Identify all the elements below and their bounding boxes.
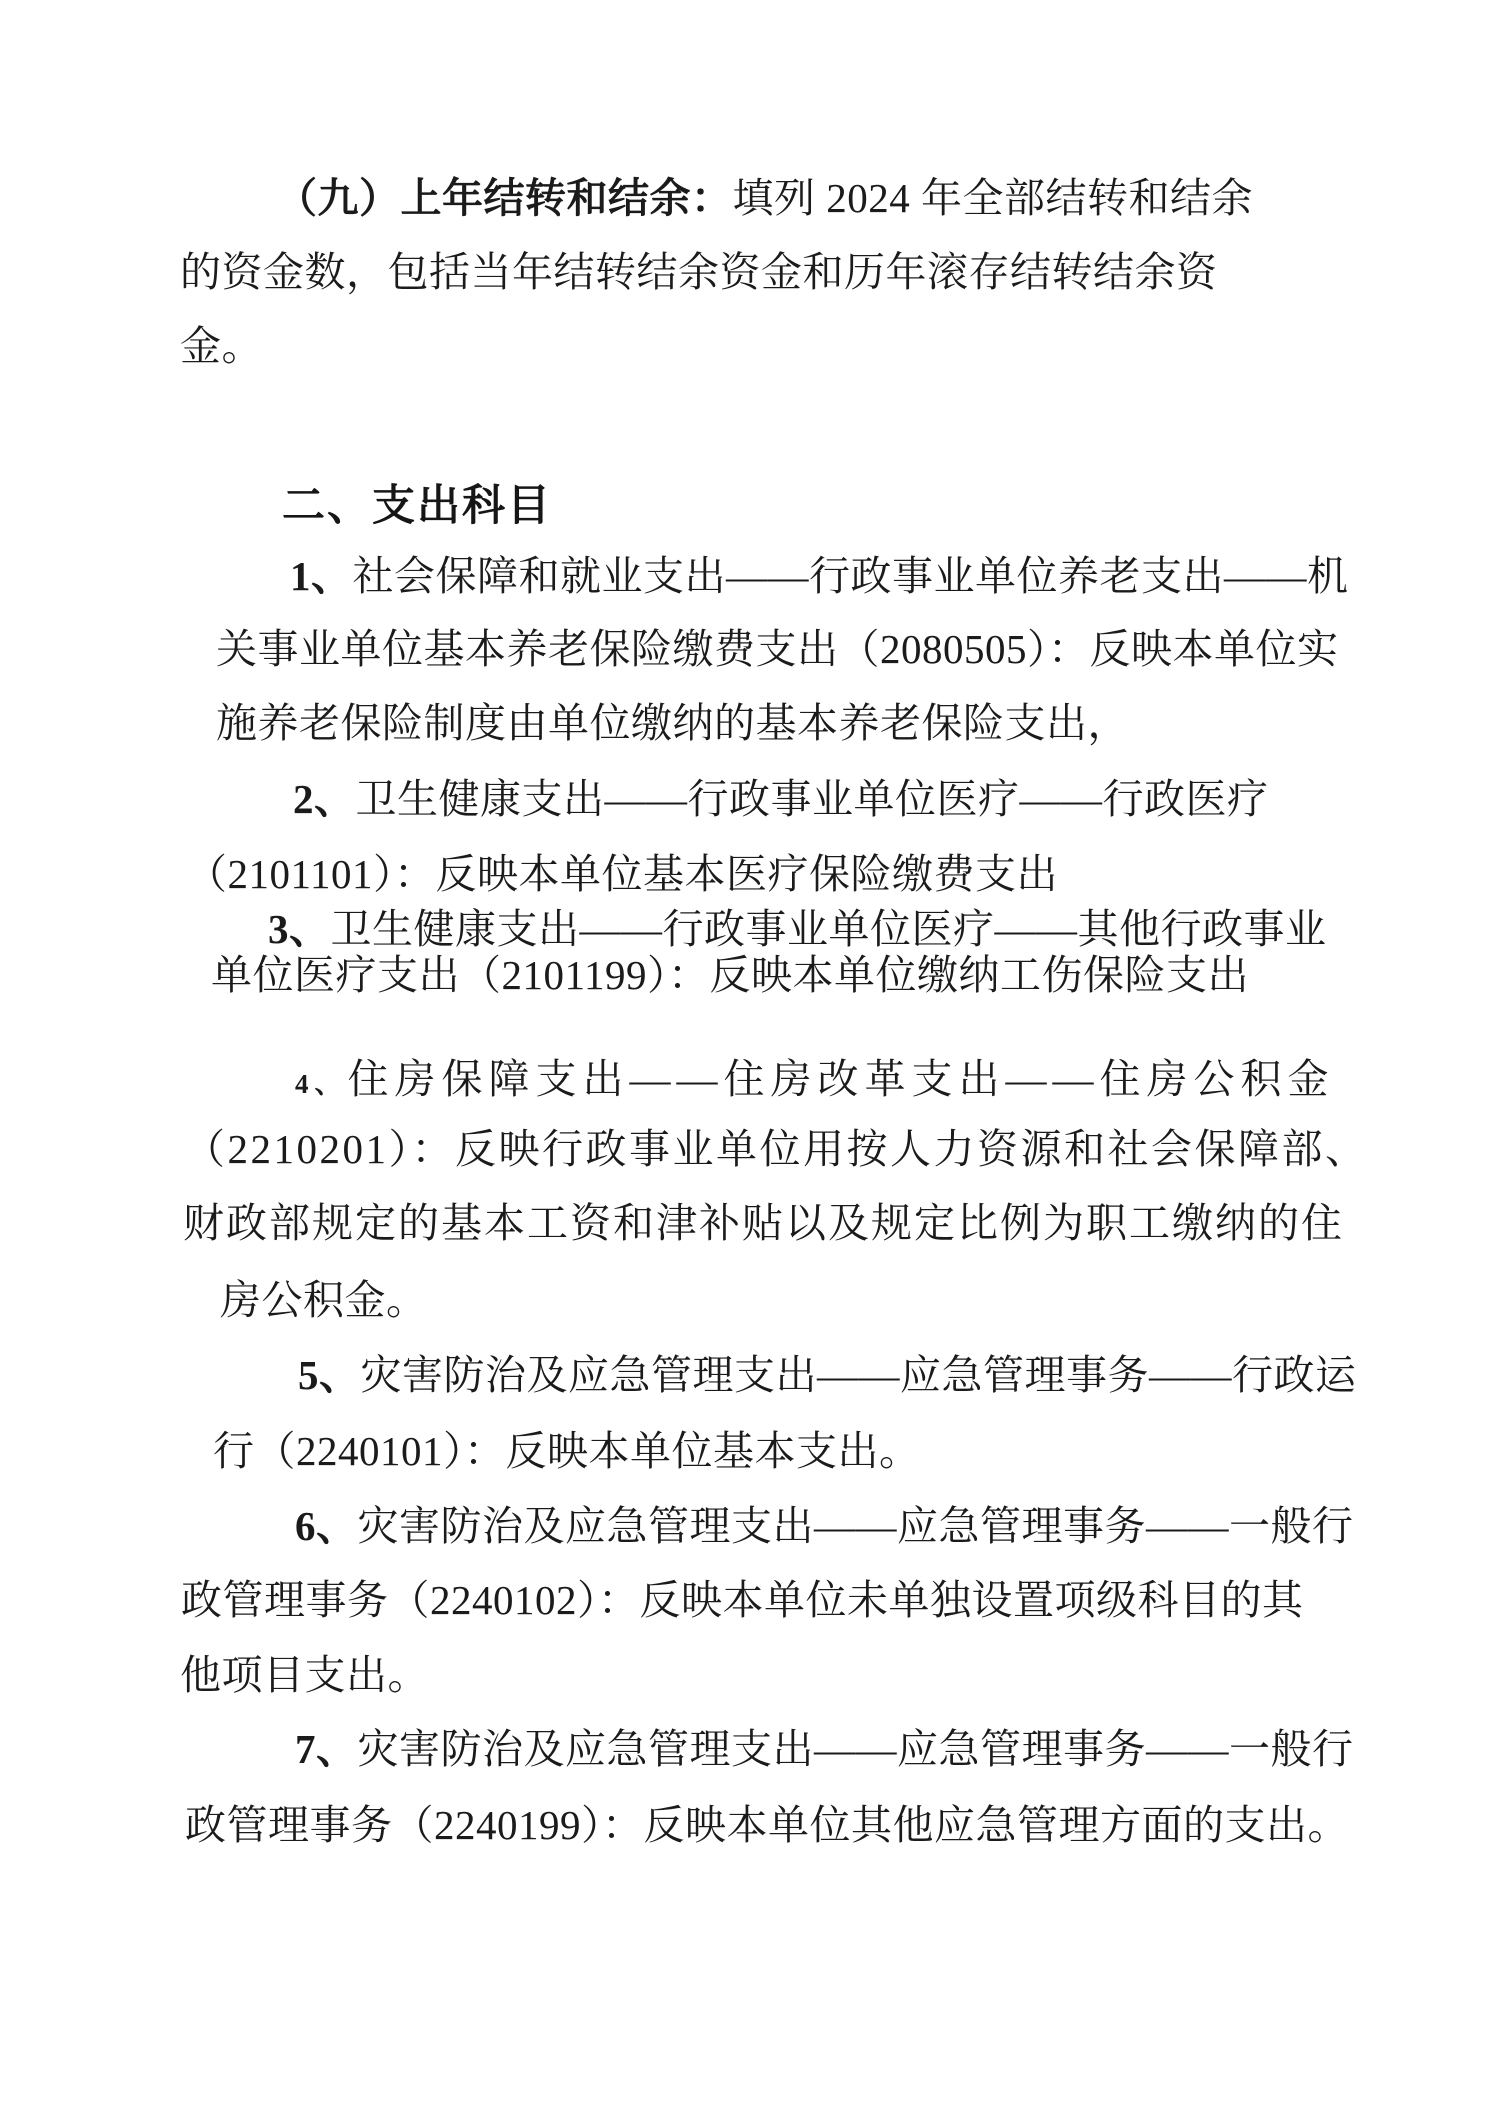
item-text: 财政部规定的基本工资和津补贴以及规定比例为职工缴纳的住 [183, 1200, 1344, 1246]
intro-text: 填列 2024 年全部结转和结余 [732, 175, 1253, 221]
item-number: 4、 [295, 1069, 348, 1099]
intro-text: 金。 [180, 323, 263, 369]
item-number: 5、 [298, 1352, 361, 1398]
item-1-line-1 [290, 553, 1349, 599]
item-7-line-1 [295, 1726, 1354, 1772]
item-text: 他项目支出。 [180, 1652, 429, 1698]
item-text: 关事业单位基本养老保险缴费支出（2080505）：反映本单位实 [216, 626, 1339, 672]
item-4-line-3 [183, 1200, 1344, 1246]
item-text: （2101101）：反映本单位基本医疗保险缴费支出 [186, 851, 1058, 897]
item-number: 3、 [268, 906, 331, 952]
item-5-line-2 [213, 1428, 921, 1474]
item-text: 社会保障和就业支出——行政事业单位养老支出——机 [352, 553, 1349, 599]
section-heading: 二、支出科目 [282, 482, 552, 530]
item-1-line-3 [216, 700, 1129, 746]
item-text: 行（2240101）：反映本单位基本支出。 [213, 1428, 921, 1474]
item-text: 卫生健康支出——行政事业单位医疗——行政医疗 [355, 776, 1269, 822]
item-4-line-4 [220, 1277, 428, 1323]
item-number: 2、 [293, 776, 356, 822]
item-3-line-1 [268, 906, 1327, 952]
item-text: 政管理事务（2240199）：反映本单位其他应急管理方面的支出。 [185, 1802, 1349, 1848]
item-5-line-1 [298, 1352, 1357, 1398]
item-6-line-2 [181, 1577, 1304, 1623]
item-4-line-2 [184, 1126, 1369, 1172]
intro-paragraph-line-3 [180, 323, 263, 369]
intro-text: 的资金数，包括当年结转结余资金和历年滚存结转结余资 [180, 249, 1218, 295]
item-1-line-2 [216, 626, 1339, 672]
item-4-line-1 [295, 1056, 1335, 1107]
item-6-line-1 [295, 1503, 1354, 1549]
item-6-line-3 [180, 1652, 429, 1698]
intro-bold-label: （九）上年结转和结余： [276, 175, 733, 221]
item-number: 7、 [295, 1726, 358, 1772]
intro-paragraph-line-1 [276, 175, 1253, 221]
item-text: 单位医疗支出（2101199）：反映本单位缴纳工伤保险支出 [211, 952, 1249, 998]
item-3-line-2 [211, 952, 1249, 998]
item-text: 住房保障支出——住房改革支出——住房公积金 [347, 1056, 1335, 1102]
item-2-line-1 [293, 776, 1269, 822]
item-2-line-2 [186, 851, 1058, 897]
item-text: （2210201）：反映行政事业单位用按人力资源和社会保障部、 [184, 1126, 1369, 1172]
item-number: 1、 [290, 553, 353, 599]
item-text: 灾害防治及应急管理支出——应急管理事务——行政运 [360, 1352, 1357, 1398]
item-text: 房公积金。 [220, 1277, 428, 1323]
item-text: 灾害防治及应急管理支出——应急管理事务——一般行 [357, 1726, 1354, 1772]
item-text: 政管理事务（2240102）：反映本单位未单独设置项级科目的其 [181, 1577, 1304, 1623]
item-text: 施养老保险制度由单位缴纳的基本养老保险支出， [216, 700, 1129, 746]
intro-paragraph-line-2 [180, 249, 1218, 295]
item-text: 卫生健康支出——行政事业单位医疗——其他行政事业 [330, 906, 1327, 952]
item-number: 6、 [295, 1503, 358, 1549]
item-text: 灾害防治及应急管理支出——应急管理事务——一般行 [357, 1503, 1354, 1549]
item-7-line-2 [185, 1802, 1349, 1848]
